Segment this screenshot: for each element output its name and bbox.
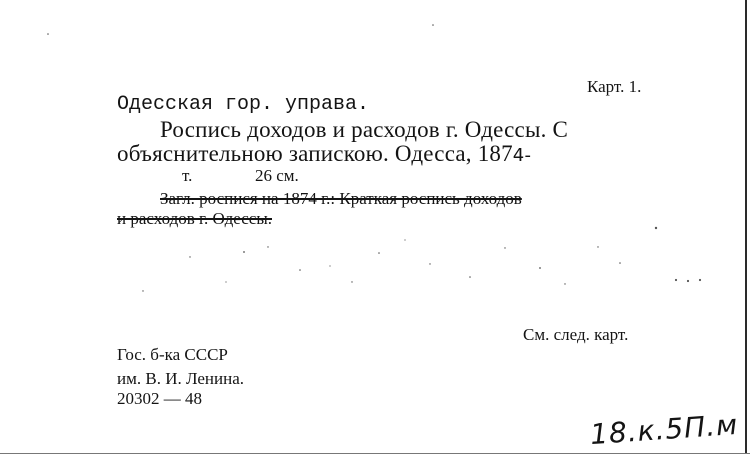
card-number: Карт. 1. [587,77,642,96]
corporate-author-heading: Одесская гор. управа. [117,93,370,116]
struck-title-note-line-1: Загл. роспися на 1874 г.: Краткая роспись доходов [160,189,522,208]
handwritten-year-digit: 4- [512,145,532,166]
title-line-1: Роспись доходов и расходов г. Одессы. С [160,117,569,142]
title-line-2-text: объяснительною запискою. Одесса, 187 [117,141,513,166]
volume-note: т. [182,166,193,185]
size-note: 26 см. [255,166,299,185]
library-stamp-line-3: 20302 — 48 [117,389,202,408]
handwritten-shelfmark: 18.к.5П.м [589,407,740,452]
library-stamp-line-1: Гос. б-ка СССР [117,345,228,364]
see-next-card-note: См. след. карт. [523,325,629,344]
library-stamp-line-2: им. В. И. Ленина. [117,369,245,388]
struck-title-note-line-2: и расходов г. Одессы. [117,209,272,228]
